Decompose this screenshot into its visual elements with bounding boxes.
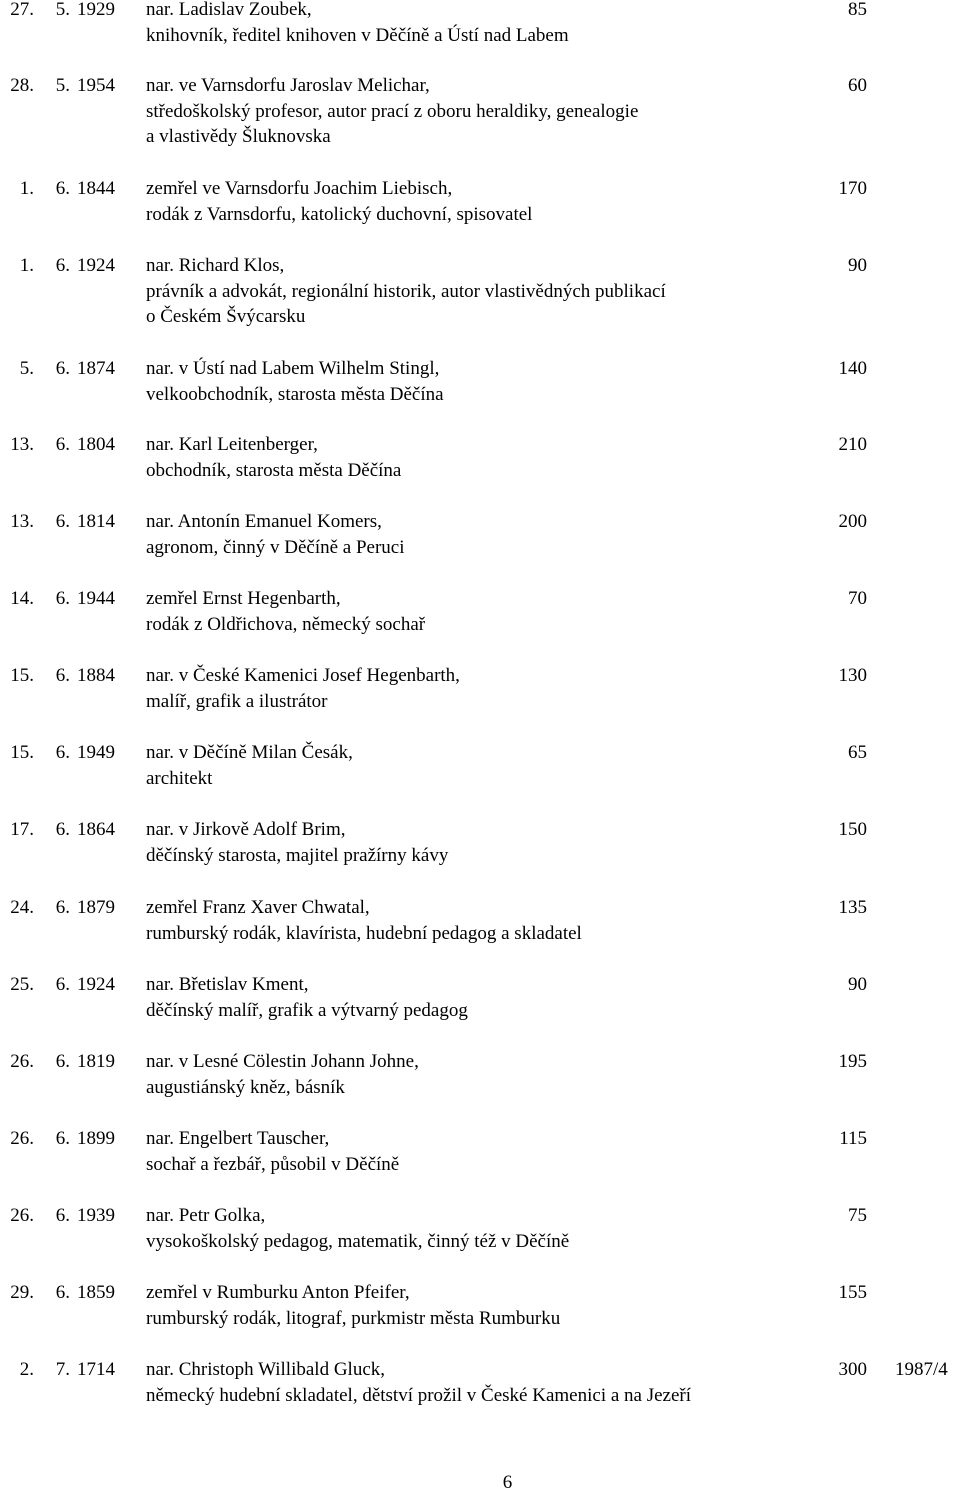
entry-anniversary: 90 [848,255,867,276]
entry-anniversary: 85 [848,0,867,20]
entry-month: 6. [55,1282,70,1303]
entry-anniversary: 210 [838,434,867,455]
entry-year: 1804 [77,434,115,455]
entry-year: 1844 [77,178,115,199]
entry-day: 13. [10,434,34,455]
entry-description [146,253,826,330]
entry-day: 15. [10,742,34,763]
entry-anniversary: 170 [838,178,867,199]
entry-detail-line: právník a advokát, regionální historik, autor vlastivědných publikací [146,280,666,302]
entry-event-line: nar. Christoph Willibald Gluck, [146,1359,386,1380]
entry-detail-line: architekt [146,767,213,789]
entry-anniversary: 135 [838,897,867,918]
entry-event-line: nar. Engelbert Tauscher, [146,1128,330,1149]
entry-anniversary: 75 [848,1205,867,1226]
entry-description [146,817,826,868]
entry-detail-line: a vlastivědy Šluknovska [146,126,331,147]
entry-year: 1874 [77,358,115,379]
entry-detail-line: rumburský rodák, litograf, purkmistr města Rumburku [146,1307,561,1329]
entry-day: 27. [10,0,34,20]
entry-event-line: zemřel Franz Xaver Chwatal, [146,897,370,918]
entry-month: 6. [55,665,70,686]
entry-event-line: nar. Ladislav Zoubek, [146,0,312,20]
entry-anniversary: 200 [838,511,867,532]
entry-description [146,73,826,150]
entry-detail-line: velkoobchodník, starosta města Děčína [146,383,444,405]
entry-month: 6. [55,178,70,199]
entry-description [146,1126,826,1177]
entry-year: 1924 [77,974,115,995]
entry-day: 26. [10,1128,34,1149]
entry-day: 25. [10,974,34,995]
entry-description [146,972,826,1023]
entry-day: 24. [10,897,34,918]
entry-month: 6. [55,358,70,379]
entry-detail-line: děčínský malíř, grafik a výtvarný pedagog [146,999,468,1021]
entry-event-line: nar. v České Kamenici Josef Hegenbarth, [146,665,460,686]
entry-day: 1. [19,178,34,199]
entry-event-line: nar. Břetislav Kment, [146,974,309,995]
entry-event-line: zemřel Ernst Hegenbarth, [146,588,341,609]
page-number: 6 [502,1472,513,1493]
entry-description [146,740,826,791]
entry-event-line: zemřel v Rumburku Anton Pfeifer, [146,1282,410,1303]
entry-month: 5. [55,75,70,96]
entry-detail-line: o Českém Švýcarsku [146,306,306,327]
entry-detail-line: rumburský rodák, klavírista, hudební pedagog a skladatel [146,922,582,944]
entry-year: 1944 [77,588,115,609]
entry-event-line: nar. Richard Klos, [146,255,285,276]
entry-anniversary: 130 [838,665,867,686]
entry-day: 13. [10,511,34,532]
entry-month: 6. [55,588,70,609]
entry-event-line: nar. ve Varnsdorfu Jaroslav Melichar, [146,75,430,96]
entry-month: 6. [55,1128,70,1149]
entry-day: 26. [10,1205,34,1226]
entry-day: 2. [19,1359,34,1380]
entry-detail-line: knihovník, ředitel knihoven v Děčíně a Ústí nad Labem [146,24,569,46]
entry-day: 28. [10,75,34,96]
entry-event-line: nar. Antonín Emanuel Komers, [146,511,382,532]
entry-description [146,509,826,560]
entry-year: 1899 [77,1128,115,1149]
entry-anniversary: 90 [848,974,867,995]
entry-event-line: nar. Petr Golka, [146,1205,266,1226]
entry-year: 1954 [77,75,115,96]
entry-description [146,663,826,714]
entry-day: 1. [19,255,34,276]
entry-event-line: nar. v Lesné Cölestin Johann Johne, [146,1051,419,1072]
entry-anniversary: 155 [838,1282,867,1303]
entry-event-line: zemřel ve Varnsdorfu Joachim Liebisch, [146,178,453,199]
entry-day: 26. [10,1051,34,1072]
entry-detail-line: agronom, činný v Děčíně a Peruci [146,536,405,558]
entry-year: 1814 [77,511,115,532]
entry-detail-line: středoškolský profesor, autor prací z oboru heraldiky, genealogie [146,100,639,122]
entry-month: 7. [55,1359,70,1380]
entry-month: 6. [55,511,70,532]
entry-year: 1924 [77,255,115,276]
entry-event-line: nar. v Ústí nad Labem Wilhelm Stingl, [146,358,440,379]
entry-year: 1819 [77,1051,115,1072]
entry-detail-line: německý hudební skladatel, dětství prožil v České Kamenici a na Jezeří [146,1384,692,1406]
entry-description [146,586,826,637]
entry-year: 1939 [77,1205,115,1226]
entry-month: 6. [55,1205,70,1226]
entry-description [146,1280,826,1331]
entry-year: 1879 [77,897,115,918]
entry-description [146,1357,826,1408]
entry-event-line: nar. Karl Leitenberger, [146,434,318,455]
entry-year: 1864 [77,819,115,840]
entry-month: 6. [55,974,70,995]
entry-year: 1929 [77,0,115,20]
entry-year: 1714 [77,1359,115,1380]
entry-year: 1884 [77,665,115,686]
entry-anniversary: 115 [839,1128,867,1149]
entry-month: 6. [55,742,70,763]
entry-anniversary: 70 [848,588,867,609]
entry-description [146,176,826,227]
entry-anniversary: 140 [838,358,867,379]
entry-detail-line: děčínský starosta, majitel pražírny kávy [146,844,449,866]
entry-day: 15. [10,665,34,686]
entry-event-line: nar. v Jirkově Adolf Brim, [146,819,346,840]
entry-year: 1949 [77,742,115,763]
entry-issue-reference: 1987/4 [895,1359,948,1380]
entry-anniversary: 150 [838,819,867,840]
entry-detail-line: obchodník, starosta města Děčína [146,459,402,481]
entry-day: 17. [10,819,34,840]
entry-month: 6. [55,255,70,276]
entry-month: 6. [55,1051,70,1072]
entry-anniversary: 60 [848,75,867,96]
entry-anniversary: 65 [848,742,867,763]
entry-day: 5. [19,358,34,379]
entry-description [146,0,826,48]
entry-detail-line: augustiánský kněz, básník [146,1076,345,1098]
entry-detail-line: rodák z Oldřichova, německý sochař [146,613,426,635]
entry-detail-line: rodák z Varnsdorfu, katolický duchovní, spisovatel [146,203,533,225]
entry-description [146,356,826,407]
entry-anniversary: 195 [838,1051,867,1072]
entry-anniversary: 300 [838,1359,867,1380]
entry-day: 14. [10,588,34,609]
entry-event-line: nar. v Děčíně Milan Česák, [146,742,353,763]
entry-detail-line: vysokoškolský pedagog, matematik, činný též v Děčíně [146,1230,570,1252]
entry-year: 1859 [77,1282,115,1303]
entry-description [146,895,826,946]
entry-month: 6. [55,434,70,455]
entry-month: 5. [55,0,70,20]
entry-description [146,432,826,483]
entry-description [146,1203,826,1254]
entry-month: 6. [55,819,70,840]
entry-day: 29. [10,1282,34,1303]
entry-detail-line: sochař a řezbář, působil v Děčíně [146,1153,400,1175]
entry-description [146,1049,826,1100]
entry-month: 6. [55,897,70,918]
entry-detail-line: malíř, grafik a ilustrátor [146,690,328,712]
